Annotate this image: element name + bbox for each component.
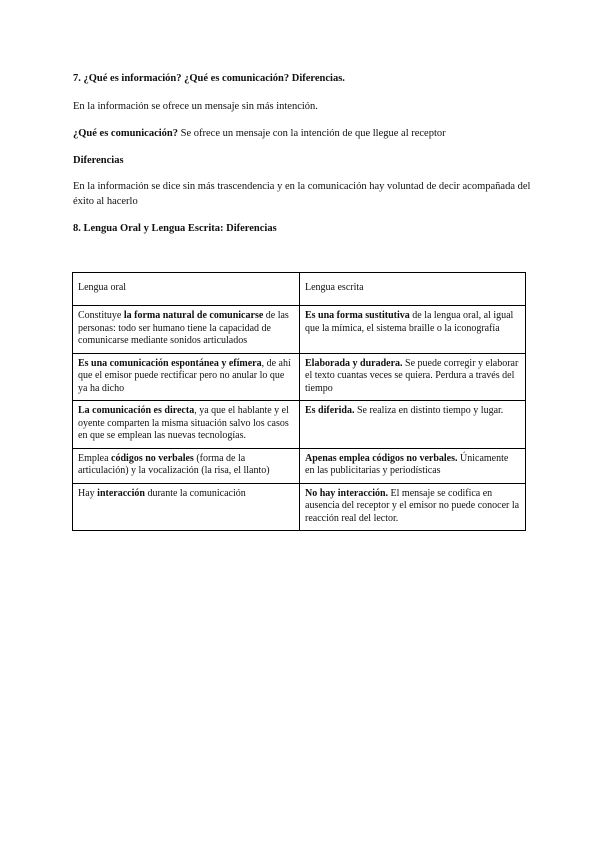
oral-cell (73, 401, 300, 449)
table-row (73, 483, 526, 531)
cell-text: Hay (78, 487, 98, 499)
table-row (73, 353, 526, 401)
escrita-cell (300, 401, 526, 449)
escrita-cell (300, 353, 526, 401)
cell-text: Se puede corregir y elaborar el texto cuantas veces se quiera. Perdura a través del tiempo (305, 357, 519, 394)
table-row (73, 401, 526, 449)
cell-bold-text: Es diferida. (305, 405, 355, 416)
cell-text: , ya que el hablante y el oyente comparten la misma situación salvo los casos en que se emplean las nuevas tecnologías. (78, 405, 289, 441)
cell-text: durante la comunicación (144, 487, 246, 499)
escrita-cell (300, 306, 526, 354)
information-definition: En la información se ofrece un mensaje sin más intención. (73, 101, 318, 112)
communication-label: ¿Qué es comunicación? (73, 128, 178, 139)
communication-definition (73, 126, 533, 141)
oral-cell (73, 448, 300, 483)
cell-bold-text: interacción (97, 487, 145, 499)
cell-bold-text: No hay interacción. (305, 487, 389, 499)
cell-text: Constituye (78, 310, 124, 321)
table-row (73, 448, 526, 483)
cell-bold-text: Es una comunicación espontánea y efímera (78, 357, 262, 369)
cell-bold-text: Apenas emplea códigos no verbales. (305, 452, 458, 464)
differences-heading: Diferencias (73, 155, 124, 166)
cell-bold-text: Es una forma sustitutiva (305, 310, 410, 321)
cell-bold-text: códigos no verbales (111, 452, 194, 464)
table-row (73, 306, 526, 354)
cell-text: de las personas: todo ser humano tiene la capacidad de comunicarse mediante sonidos articulados (78, 310, 289, 346)
cell-text: de la lengua oral, al igual que la mímica, el sistema braille o la iconografía (305, 310, 514, 334)
escrita-cell (300, 448, 526, 483)
header-lengua-oral: Lengua oral (73, 273, 300, 306)
cell-text: , de ahí que el emisor puede rectificar pero no anular lo que ya ha dicho (78, 357, 291, 394)
communication-text: Se ofrece un mensaje con la intención de que llegue al receptor (178, 128, 446, 139)
cell-text: Emplea (78, 452, 112, 464)
header-lengua-escrita: Lengua escrita (300, 273, 526, 306)
oral-cell (73, 483, 300, 531)
differences-text: En la información se dice sin más trascendencia y en la comunicación hay voluntad de decir acompañada del éxito al hacerlo (73, 181, 531, 207)
cell-bold-text: Elaborada y duradera. (305, 357, 403, 369)
table-header-row (73, 273, 526, 306)
cell-bold-text: la forma natural de comunicarse (123, 310, 264, 321)
cell-text: El mensaje se codifica en ausencia del receptor y el emisor no puede conocer la reacción real del lector. (305, 487, 520, 524)
section-8-heading: 8. Lengua Oral y Lengua Escrita: Diferencias (73, 223, 277, 234)
oral-cell (73, 353, 300, 401)
oral-cell (73, 306, 300, 354)
cell-text: (forma de la articulación) y la vocalización (la risa, el llanto) (78, 452, 270, 476)
cell-text: Se realiza en distinto tiempo y lugar. (354, 405, 504, 416)
escrita-cell (300, 483, 526, 531)
cell-bold-text: La comunicación es directa (78, 405, 195, 416)
section-7-heading: 7. ¿Qué es información? ¿Qué es comunicación? Diferencias. (73, 73, 345, 84)
comparison-table (72, 272, 526, 531)
cell-text: Únicamente en las publicitarias y periodísticas (305, 452, 509, 476)
